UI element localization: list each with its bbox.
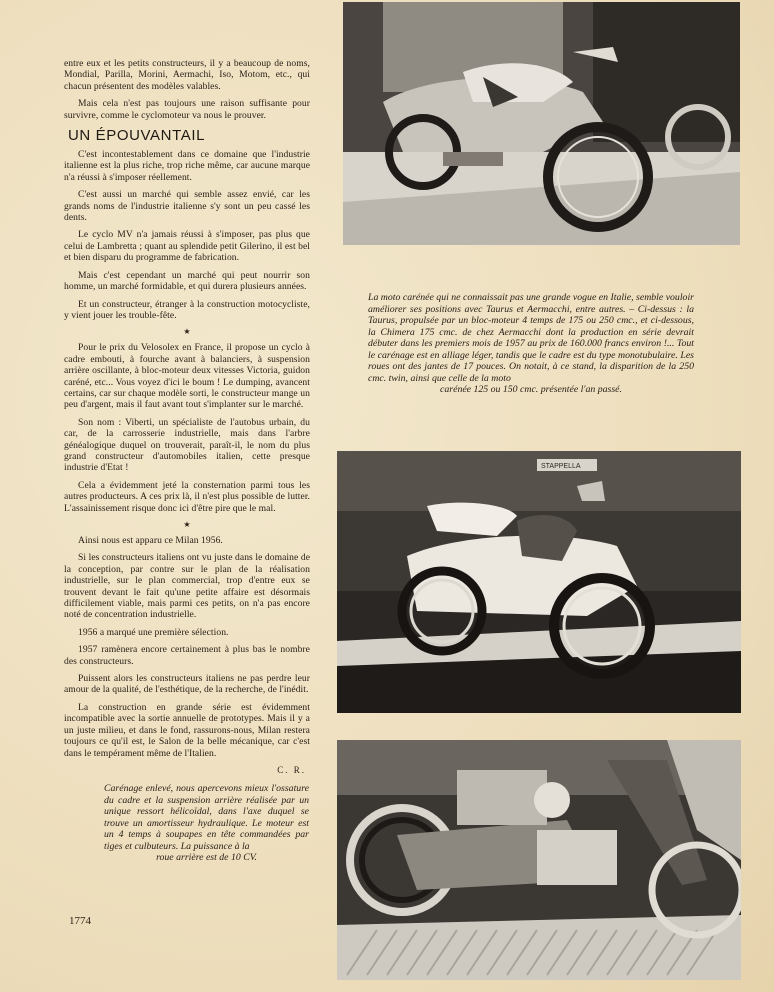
article-paragraph: Mais cela n'est pas toujours une raison suffisante pour survivre, comme le cyclomoteur va nous le prouver. <box>64 98 310 121</box>
article-paragraph: 1956 a marqué une première sélection. <box>78 626 229 638</box>
article-paragraph: Ainsi nous est apparu ce Milan 1956. <box>78 535 223 546</box>
caption-text: La moto carénée qui ne connaissait pas une grande vogue en Italie, semble vouloir améliorer ses positions avec Taurus et Aermacchi, entre autres. – Ci-dessus : la Taurus, propulsée par un bloc-moteur 4 temps de 175 ou 250 cmc., et ci-dessous, la Chimera 175 cmc. de chez Aermacchi dont la production en série devrait débuter dans les premiers mois de 1957 au prix de 160.000 francs environ !... Tout le carénage est en alliage léger, tandis que le cadre est du type monotubulaire. Les roues ont des jantes de 17 pouces. On notait, à ce stand, la disparition de la 250 cmc. twin, ainsi que celle de la moto <box>368 292 694 384</box>
caption-text-last-line: roue arrière est de 10 CV. <box>156 852 257 864</box>
photo-chimera-motorcycle <box>337 451 741 713</box>
article-paragraph: Et un constructeur, étranger à la construction motocycliste, y vient jouer les trouble-fête. <box>64 298 310 321</box>
article-paragraph: Pour le prix du Velosolex en France, il propose un cyclo à cadre embouti, à fourche avant à balanciers, à suspension arrière oscillante, à bloc-moteur deux vitesses Victoria, guidon caréné, etc... Vous voyez d'ici le boum ! Le dumping, avancent certains, car sur chaque modèle sorti, le constructeur mange un peu d'argent, mais il faut avant tout s'implanter sur le marché. <box>64 342 310 411</box>
photo-caption-left <box>104 783 309 864</box>
article-paragraph: Son nom : Viberti, un spécialiste de l'autobus urbain, du car, de la carrosserie industrielle, mais dans l'arbre généalogique duquel on trouverait, paraît-il, le nom du plus grand constructeur d'automobiles italien, cette presque industrie d'Etat ! <box>64 416 310 474</box>
photo-caption-right <box>368 292 694 396</box>
sign-text: STAPPELLA <box>541 463 581 470</box>
author-signature: C. R. <box>277 764 306 775</box>
article-paragraph: La construction en grande série est évidemment incompatible avec la sortie annuelle de prototypes. Mais il y a un juste milieu, et dans le fond, rassurons-nous, Milan restera toujours ce qu'il est, le Salon de la belle mécanique, car c'est dans le tempérament même de l'Italien. <box>64 701 310 759</box>
caption-text: Carénage enlevé, nous apercevons mieux l'ossature du cadre et la suspension arrière réalisée par un unique ressort hélicoïdal, dans l'axe duquel se trouve un amortisseur hydraulique. Le moteur est un 4 temps à soupapes en tête commandées par tiges et culbuteurs. La puissance à la <box>104 782 309 852</box>
photo-chimera-image <box>337 451 741 713</box>
section-star: ★ <box>183 520 191 529</box>
article-paragraph: C'est aussi un marché qui semble assez envié, car les grands noms de l'industrie italienne s'y sont un peu cassé les dents. <box>64 189 310 224</box>
photo-chimera-chassis <box>337 740 741 980</box>
page-number: 1774 <box>69 915 91 927</box>
article-paragraph: entre eux et les petits constructeurs, il y a beaucoup de noms, Mondial, Parilla, Morini, Aermachi, Iso, Motom, etc., qui chacun présentent des modèles valables. <box>64 58 310 92</box>
article-paragraph: Le cyclo MV n'a jamais réussi à s'imposer, pas plus que celui de Lambretta ; quant au splendide petit Gilerino, il est bel et bien disparu du programme de fabrication. <box>64 229 310 264</box>
photo-chassis-image <box>337 740 741 980</box>
caption-text-last-line: carénée 125 ou 150 cmc. présentée l'an passé. <box>440 384 622 395</box>
article-paragraph: Si les constructeurs italiens ont vu juste dans le domaine de la conception, par contre sur le plan de la réalisation industrielle, sur le plan commercial, trop d'entre eux se trouvent devant le fait qu'une petite affaire est désormais difficilement viable, mais parmi ces petits, on n'a pas encore noté de concentration industrielle. <box>64 552 310 621</box>
article-paragraph: Puissent alors les constructeurs italiens ne pas perdre leur amour de la qualité, de l'esthétique, de la recherche, de l'inédit. <box>64 673 310 696</box>
article-paragraph: Cela a évidemment jeté la consternation parmi tous les autres producteurs. A ces prix là, il n'est plus possible de lutter. L'assainissement risque donc ici d'être pire que le mal. <box>64 479 310 514</box>
photo-taurus-image <box>343 2 740 245</box>
article-column <box>64 58 310 864</box>
article-paragraph: C'est incontestablement dans ce domaine que l'industrie italienne est la plus riche, trop riche même, car aucune marque n'a réussi à s'imposer réellement. <box>64 149 310 183</box>
photo-taurus-motorcycle <box>343 2 740 245</box>
section-star: ★ <box>183 327 191 337</box>
article-paragraph: 1957 ramènera encore certainement à plus bas le nombre des constructeurs. <box>64 644 310 667</box>
article-paragraph: Mais c'est cependant un marché qui peut nourrir son homme, un marché formidable, et qui durera plusieurs années. <box>64 269 310 293</box>
section-heading: UN ÉPOUVANTAIL <box>68 127 206 145</box>
